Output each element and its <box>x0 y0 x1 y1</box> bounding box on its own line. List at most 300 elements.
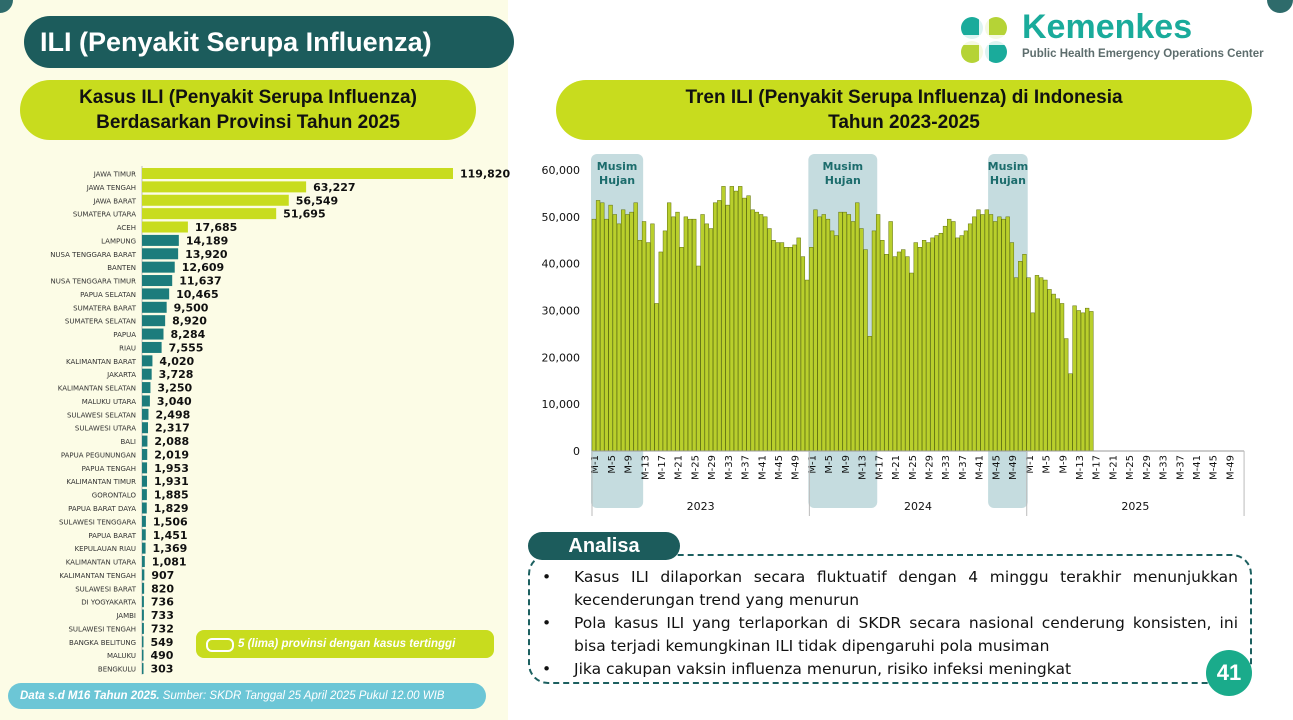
trend-bar <box>985 210 989 451</box>
province-label: LAMPUNG <box>101 237 136 246</box>
week-tick-label: M-13 <box>640 455 652 480</box>
province-bar <box>142 650 144 661</box>
week-tick-label: M-17 <box>874 455 886 480</box>
trend-bar <box>1027 278 1031 451</box>
trend-bar <box>1043 280 1047 451</box>
province-label: SUMATERA UTARA <box>72 210 136 219</box>
week-tick-label: M-21 <box>673 455 685 480</box>
chart-legend <box>196 630 494 658</box>
trend-bar <box>734 191 738 451</box>
trend-bar <box>847 214 851 451</box>
trend-bar <box>1023 254 1027 451</box>
trend-bar <box>797 238 801 451</box>
week-tick-label: M-45 <box>991 455 1003 480</box>
y-tick-label: 60,000 <box>541 164 580 177</box>
trend-bar <box>876 214 880 451</box>
week-tick-label: M-33 <box>941 455 953 480</box>
y-tick-label: 50,000 <box>541 210 580 224</box>
province-value-label: 2,317 <box>155 421 190 435</box>
province-value-label: 13,920 <box>185 247 228 261</box>
trend-bar <box>697 266 701 451</box>
trend-bar <box>1035 275 1039 451</box>
trend-bar <box>947 219 951 451</box>
province-label: KALIMANTAN UTARA <box>65 558 136 567</box>
province-label: PAPUA BARAT <box>88 531 136 540</box>
analisa-item-text: Pola kasus ILI yang terlaporkan di SKDR secara nasional cenderung konsisten, ini bisa terjadi kemungkinan ILI tidak dipengaruhi pola musiman <box>574 614 1238 655</box>
province-value-label: 1,506 <box>152 515 188 529</box>
trend-bar <box>705 224 709 451</box>
province-label: NUSA TENGGARA BARAT <box>50 250 136 259</box>
province-value-label: 12,609 <box>181 261 225 275</box>
week-tick-label: M-25 <box>1125 455 1137 480</box>
trend-bar <box>646 243 650 451</box>
week-tick-label: M-17 <box>1091 455 1103 480</box>
trend-bar <box>1081 313 1085 451</box>
trend-bar <box>834 236 838 451</box>
trend-bar <box>981 214 985 451</box>
analisa-heading: Analisa <box>528 532 680 560</box>
trend-bar <box>897 252 901 451</box>
trend-bar <box>910 273 914 451</box>
season-label: Hujan <box>989 174 1026 187</box>
trend-bar <box>993 222 997 451</box>
trend-bar <box>722 186 726 451</box>
province-bar <box>142 195 289 206</box>
right-chart-title-line1: Tren ILI (Penyakit Serupa Influenza) di Indonesia <box>685 87 1123 108</box>
trend-bar <box>592 219 596 451</box>
trend-bar <box>1014 278 1018 451</box>
province-value-label: 14,189 <box>185 234 229 248</box>
right-chart-title <box>556 80 1252 140</box>
week-tick-label: M-41 <box>974 455 986 480</box>
province-label: JAWA BARAT <box>93 197 136 206</box>
week-tick-label: M-9 <box>1058 455 1070 474</box>
trend-bar <box>914 243 918 451</box>
logo-wordmark: Kemenkes <box>1022 8 1193 46</box>
province-value-label: 490 <box>150 649 174 663</box>
province-bar <box>142 529 146 540</box>
province-value-label: 2,019 <box>154 448 190 462</box>
province-label: SULAWESI SELATAN <box>66 411 136 420</box>
trend-bar <box>671 217 675 451</box>
week-tick-label: M-29 <box>707 455 719 480</box>
province-bar <box>142 610 144 621</box>
trend-bar <box>667 203 671 451</box>
week-tick-label: M-9 <box>623 455 635 474</box>
province-label: PAPUA SELATAN <box>80 290 136 299</box>
province-bar-chart <box>0 166 511 676</box>
province-label: KEPULAUAN RIAU <box>74 545 136 554</box>
province-label: KALIMANTAN TENGAH <box>59 571 136 580</box>
province-label: PAPUA TENGAH <box>81 464 136 473</box>
trend-bar <box>625 214 629 451</box>
province-label: SUMATERA SELATAN <box>64 317 136 326</box>
trend-bar <box>1060 303 1064 451</box>
trend-bar <box>872 231 876 451</box>
trend-bar <box>843 212 847 451</box>
trend-bar <box>1006 217 1010 451</box>
trend-bar <box>880 240 884 451</box>
trend-bar <box>688 219 692 451</box>
province-bar <box>142 382 150 393</box>
trend-bar <box>701 214 705 451</box>
trend-bar <box>655 303 659 451</box>
province-bar <box>142 181 306 192</box>
trend-bar <box>663 231 667 451</box>
trend-bar <box>977 210 981 451</box>
trend-bar <box>855 203 859 451</box>
week-tick-label: M-49 <box>1225 455 1237 480</box>
trend-bar <box>788 247 792 451</box>
analisa-item-text: Jika cakupan vaksin influenza menurun, risiko infeksi meningkat <box>574 660 1072 678</box>
trend-bar <box>772 240 776 451</box>
season-label: Musim <box>987 160 1029 173</box>
province-value-label: 732 <box>150 622 174 636</box>
season-label: Musim <box>822 160 864 173</box>
bullet-icon: • <box>542 660 552 678</box>
trend-bar <box>755 212 759 451</box>
y-tick-label: 20,000 <box>541 351 580 365</box>
footer-source <box>8 683 486 709</box>
province-label: SULAWESI TENGAH <box>68 625 136 634</box>
analisa-list <box>538 566 1238 681</box>
province-label: ACEH <box>116 224 136 233</box>
trend-bar <box>922 240 926 451</box>
trend-bar <box>1073 306 1077 451</box>
trend-bar <box>730 186 734 451</box>
province-bar <box>142 248 178 259</box>
province-value-label: 736 <box>150 595 174 609</box>
trend-bar <box>738 186 742 451</box>
trend-bar <box>793 245 797 451</box>
trend-bar <box>763 217 767 451</box>
province-bar <box>142 235 179 246</box>
logo-subtitle: Public Health Emergency Operations Center <box>1022 48 1264 60</box>
province-bar <box>142 422 148 433</box>
province-bar <box>142 275 172 286</box>
analisa-item <box>538 612 1238 658</box>
province-label: RIAU <box>119 344 136 353</box>
province-value-label: 1,829 <box>153 502 189 515</box>
province-bar <box>142 329 164 340</box>
trend-bar <box>630 212 634 451</box>
y-tick-label: 40,000 <box>541 257 580 271</box>
province-label: MALUKU UTARA <box>81 397 136 406</box>
province-label: BENGKULU <box>97 665 136 674</box>
analisa-item <box>538 658 1238 681</box>
trend-bar <box>864 250 868 451</box>
province-label: BALI <box>120 438 136 447</box>
trend-bar <box>851 222 855 451</box>
province-label: SUMATERA BARAT <box>73 304 136 313</box>
province-bar <box>142 409 148 420</box>
y-tick-label: 10,000 <box>541 398 580 412</box>
province-value-label: 1,369 <box>152 542 188 556</box>
province-value-label: 1,885 <box>153 488 189 502</box>
trend-bar <box>1064 339 1068 451</box>
trend-bar <box>621 210 625 451</box>
trend-bar <box>780 243 784 451</box>
province-value-label: 4,020 <box>159 354 195 368</box>
analisa-item <box>538 566 1238 612</box>
week-tick-label: M-37 <box>957 455 969 480</box>
trend-bar <box>972 217 976 451</box>
season-label: Hujan <box>599 174 636 187</box>
left-chart-title <box>20 80 476 140</box>
province-label: JAMBI <box>116 612 136 621</box>
week-tick-label: M-25 <box>907 455 919 480</box>
trend-bar <box>692 219 696 451</box>
left-chart-title-line1: Kasus ILI (Penyakit Serupa Influenza) <box>79 87 417 108</box>
province-bar <box>142 556 145 567</box>
analisa-item-text: Kasus ILI dilaporkan secara fluktuatif dengan 4 minggu terakhir menunjukkan kecenderungan trend yang menurun <box>574 568 1238 609</box>
province-value-label: 17,685 <box>194 221 238 235</box>
province-value-label: 1,931 <box>154 475 189 489</box>
province-bar <box>142 355 152 366</box>
trend-bar <box>889 222 893 451</box>
trend-bar <box>868 336 872 451</box>
trend-bar <box>964 231 968 451</box>
province-value-label: 1,953 <box>154 461 189 475</box>
week-tick-label: M-41 <box>1192 455 1204 480</box>
province-bar <box>142 489 147 500</box>
province-value-label: 303 <box>150 662 174 676</box>
province-label: PAPUA BARAT DAYA <box>68 505 136 513</box>
province-bar <box>142 569 144 580</box>
week-tick-label: M-5 <box>606 455 618 474</box>
province-label: BANTEN <box>107 264 136 273</box>
kemenkes-emblem-icon <box>952 8 1016 72</box>
trend-bar <box>1002 219 1006 451</box>
trend-bar <box>759 214 763 451</box>
province-value-label: 3,728 <box>158 368 194 382</box>
trend-bar <box>726 205 730 451</box>
trend-bar <box>939 233 943 451</box>
trend-bar <box>926 243 930 451</box>
province-bar <box>142 476 147 487</box>
y-tick-label: 0 <box>573 445 580 458</box>
kemenkes-logo <box>952 8 1272 74</box>
trend-bar <box>747 196 751 451</box>
province-bar <box>142 342 162 353</box>
province-label: KALIMANTAN BARAT <box>66 357 136 366</box>
year-label: 2024 <box>904 500 933 513</box>
trend-bar <box>1077 311 1081 452</box>
week-tick-label: M-29 <box>1141 455 1153 480</box>
trend-bar <box>1031 313 1035 451</box>
bullet-icon: • <box>542 568 552 586</box>
province-value-label: 820 <box>151 582 175 596</box>
year-label: 2023 <box>686 500 715 513</box>
trend-bar <box>638 240 642 451</box>
trend-bar <box>1010 243 1014 451</box>
trend-bar <box>860 229 864 451</box>
trend-bar <box>893 257 897 451</box>
trend-bar <box>935 236 939 451</box>
province-value-label: 8,920 <box>172 314 207 328</box>
page-number-badge: 41 <box>1206 650 1252 696</box>
trend-bar <box>784 247 788 451</box>
trend-bar <box>676 212 680 451</box>
trend-bar <box>659 252 663 451</box>
province-bar <box>142 516 146 527</box>
trend-bar <box>600 203 604 451</box>
province-value-label: 907 <box>151 568 175 582</box>
trend-bar <box>713 203 717 451</box>
province-bar <box>142 436 147 447</box>
trend-bar <box>1089 311 1093 451</box>
province-value-label: 733 <box>150 609 174 623</box>
province-bar <box>142 262 175 273</box>
week-tick-label: M-45 <box>1208 455 1220 480</box>
trend-bar <box>768 229 772 451</box>
trend-bar <box>822 214 826 451</box>
province-value-label: 549 <box>150 635 174 649</box>
province-bar <box>142 503 147 514</box>
province-label: JAWA TENGAH <box>86 183 136 192</box>
trend-bar <box>1069 374 1073 451</box>
province-bar <box>142 208 276 219</box>
week-tick-label: M-29 <box>924 455 936 480</box>
trend-bar <box>617 224 621 451</box>
week-tick-label: M-49 <box>790 455 802 480</box>
trend-bar <box>839 212 843 451</box>
province-label: GORONTALO <box>91 491 136 500</box>
trend-bar <box>717 200 721 451</box>
province-bar <box>142 663 144 674</box>
week-tick-label: M-37 <box>1175 455 1187 480</box>
week-tick-label: M-41 <box>757 455 769 480</box>
trend-bar <box>968 224 972 451</box>
province-bar <box>142 395 150 406</box>
province-value-label: 8,284 <box>170 328 206 342</box>
week-tick-label: M-25 <box>690 455 702 480</box>
trend-bar <box>1048 289 1052 451</box>
trend-bar <box>901 250 905 451</box>
province-value-label: 51,695 <box>283 207 326 221</box>
week-tick-label: M-17 <box>656 455 668 480</box>
footer-bold: Data s.d M16 Tahun 2025. <box>20 690 160 702</box>
province-label: KALIMANTAN SELATAN <box>57 384 136 393</box>
province-label: NUSA TENGGARA TIMUR <box>50 277 136 286</box>
province-value-label: 3,250 <box>157 381 193 395</box>
trend-bar <box>1085 308 1089 451</box>
legend-swatch <box>206 638 234 652</box>
footer-rest: Sumber: SKDR Tanggal 25 April 2025 Pukul 12.00 WIB <box>159 690 445 702</box>
province-label: DI YOGYAKARTA <box>81 598 136 607</box>
week-tick-label: M-9 <box>840 455 852 474</box>
province-label: BANGKA BELITUNG <box>69 638 136 647</box>
trend-bar <box>906 257 910 451</box>
trend-bar <box>1056 299 1060 451</box>
trend-bar <box>826 219 830 451</box>
left-chart-title-line2: Berdasarkan Provinsi Tahun 2025 <box>96 112 400 133</box>
week-tick-label: M-33 <box>1158 455 1170 480</box>
province-label: PAPUA <box>113 331 136 340</box>
trend-bar <box>956 238 960 451</box>
trend-bar <box>609 205 613 451</box>
province-value-label: 2,088 <box>154 435 190 449</box>
province-value-label: 9,500 <box>173 301 209 315</box>
province-bar <box>142 288 169 299</box>
province-label: JAKARTA <box>107 371 136 380</box>
province-value-label: 56,549 <box>295 194 339 208</box>
province-label: KALIMANTAN TIMUR <box>66 478 136 487</box>
week-tick-label: M-37 <box>740 455 752 480</box>
province-bar <box>142 222 188 233</box>
y-tick-label: 30,000 <box>541 304 580 318</box>
trend-bar <box>651 224 655 451</box>
trend-bar <box>709 229 713 451</box>
trend-bar <box>1018 261 1022 451</box>
trend-bar <box>814 210 818 451</box>
week-tick-label: M-13 <box>857 455 869 480</box>
trend-bar <box>918 247 922 451</box>
trend-bar <box>809 247 813 451</box>
province-value-label: 3,040 <box>156 394 192 408</box>
trend-bar <box>943 226 947 451</box>
province-bar <box>142 302 167 313</box>
trend-bar <box>931 238 935 451</box>
trend-bar <box>989 214 993 451</box>
province-bar <box>142 369 152 380</box>
week-tick-label: M-21 <box>1108 455 1120 480</box>
province-value-label: 11,637 <box>179 274 222 288</box>
right-chart-title-line2: Tahun 2023-2025 <box>828 112 980 133</box>
week-tick-label: M-21 <box>891 455 903 480</box>
year-label: 2025 <box>1121 500 1150 513</box>
province-bar <box>142 449 147 460</box>
province-bar <box>142 636 144 647</box>
province-value-label: 7,555 <box>168 341 204 355</box>
trend-bar <box>960 236 964 451</box>
week-tick-label: M-5 <box>824 455 836 474</box>
trend-bar <box>818 217 822 451</box>
trend-bar <box>596 200 600 451</box>
week-tick-label: M-45 <box>774 455 786 480</box>
week-tick-label: M-1 <box>807 455 819 474</box>
trend-bar <box>605 219 609 451</box>
trend-bar <box>1039 278 1043 451</box>
week-tick-label: M-5 <box>1041 455 1053 474</box>
province-label: SULAWESI BARAT <box>75 585 136 594</box>
province-bar <box>142 315 165 326</box>
province-bar <box>142 623 144 634</box>
province-label: SULAWESI TENGGARA <box>58 518 136 527</box>
trend-bar <box>1052 294 1056 451</box>
province-label: SULAWESI UTARA <box>74 424 136 433</box>
province-value-label: 2,498 <box>155 408 191 422</box>
province-bar <box>142 462 147 473</box>
trend-bar <box>680 247 684 451</box>
trend-bar <box>801 257 805 451</box>
trend-bar <box>885 254 889 451</box>
province-value-label: 1,081 <box>151 555 187 569</box>
week-tick-label: M-13 <box>1074 455 1086 480</box>
page-title: ILI (Penyakit Serupa Influenza) <box>24 16 514 68</box>
bullet-icon: • <box>542 614 552 632</box>
province-label: MALUKU <box>106 652 136 661</box>
province-label: JAWA TIMUR <box>93 170 136 179</box>
week-tick-label: M-1 <box>590 455 602 474</box>
trend-bar <box>634 203 638 451</box>
trend-bar <box>830 231 834 451</box>
trend-bar <box>613 214 617 451</box>
trend-bar <box>776 243 780 451</box>
province-value-label: 1,451 <box>152 528 188 542</box>
season-label: Musim <box>596 160 638 173</box>
season-label: Hujan <box>824 174 861 187</box>
